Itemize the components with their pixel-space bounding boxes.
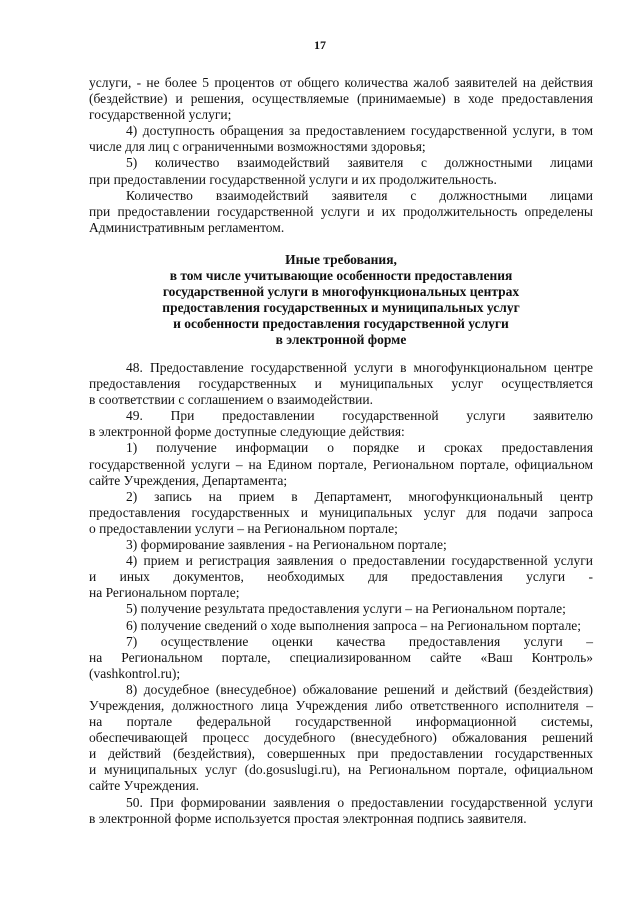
- text-line: и действий (бездействия), совершенных при предоставлении государственных: [89, 746, 593, 762]
- heading-line: государственной услуги в многофункциональных центрах: [162, 284, 520, 300]
- text-line: 5) количество взаимодействий заявителя с должностными лицами: [126, 155, 593, 171]
- text-line: при предоставлении государственной услуги и их продолжительность определены: [89, 203, 593, 219]
- text-line: 4) доступность обращения за предоставлением государственной услуги, в том: [126, 123, 593, 139]
- text-line: обеспечивающей процесс досудебного (внесудебного) обжалования решений: [89, 730, 593, 746]
- text-line: Количество взаимодействий заявителя с должностными лицами: [126, 187, 593, 203]
- section-heading: [89, 252, 593, 349]
- page-number: 17: [314, 38, 326, 52]
- heading-line: в электронной форме: [275, 332, 407, 348]
- text-line: государственной услуги – на Едином портале, Региональном портале, официальном: [89, 456, 593, 472]
- text-line: 4) прием и регистрация заявления о предоставлении государственной услуги: [126, 553, 593, 569]
- heading-line: и особенности предоставления государственной услуги: [173, 316, 509, 332]
- text-line: 50. При формировании заявления о предоставлении государственной услуги: [126, 794, 593, 810]
- text-line: 3) формирование заявления - на Региональном портале;: [126, 537, 447, 553]
- text-line: сайте Учреждения, Департамента;: [89, 472, 288, 488]
- text-line: государственной услуги;: [89, 107, 232, 123]
- text-line: предоставления государственных и муниципальных услуг для подачи запроса: [89, 504, 593, 520]
- text-line: 1) получение информации о порядке и сроках предоставления: [126, 440, 593, 456]
- body-text-block: [89, 360, 593, 827]
- text-line: на портале федеральной государственной информационной системы,: [89, 714, 593, 730]
- text-line: при предоставлении государственной услуги и их продолжительность.: [89, 171, 497, 187]
- heading-line: в том числе учитывающие особенности предоставления: [169, 268, 513, 284]
- heading-line: предоставления государственных и муниципальных услуг: [162, 300, 520, 316]
- text-line: и муниципальных услуг (do.gosuslugi.ru), на Региональном портале, официальном: [89, 762, 593, 778]
- text-line: 6) получение сведений о ходе выполнения запроса – на Региональном портале;: [126, 617, 582, 633]
- text-line: (бездействие) и решения, осуществляемые (принимаемые) в ходе предоставления: [89, 91, 593, 107]
- text-line: Административным регламентом.: [89, 219, 285, 235]
- text-line: в соответствии с соглашением о взаимодействии.: [89, 392, 373, 408]
- text-line: на Региональном портале, специализированном сайте «Ваш Контроль»: [89, 649, 593, 665]
- text-line: 2) запись на прием в Департамент, многофункциональный центр: [126, 488, 593, 504]
- text-line: (vashkontrol.ru);: [89, 665, 181, 681]
- text-line: в электронной форме используется простая электронная подпись заявителя.: [89, 810, 527, 826]
- text-line: о предоставлении услуги – на Региональном портале;: [89, 520, 398, 536]
- text-line: 8) досудебное (внесудебное) обжалование решений и действий (бездействия): [126, 681, 593, 697]
- text-line: предоставления государственных и муниципальных услуг осуществляется: [89, 376, 593, 392]
- text-line: на Региональном портале;: [89, 585, 240, 601]
- text-line: числе для лиц с ограниченными возможностями здоровья;: [89, 139, 426, 155]
- text-line: 7) осуществление оценки качества предоставления услуги –: [126, 633, 593, 649]
- text-line: 49. При предоставлении государственной услуги заявителю: [126, 408, 593, 424]
- top-text-block: [89, 75, 593, 236]
- text-line: и иных документов, необходимых для предоставления услуги -: [89, 569, 593, 585]
- text-line: 5) получение результата предоставления услуги – на Региональном портале;: [126, 601, 566, 617]
- text-line: Учреждения, должностного лица Учреждения либо ответственного исполнителя –: [89, 697, 593, 713]
- text-line: в электронной форме доступные следующие действия:: [89, 424, 405, 440]
- text-line: услуги, - не более 5 процентов от общего количества жалоб заявителей на действия: [89, 75, 593, 90]
- text-line: сайте Учреждения.: [89, 778, 199, 794]
- text-line: 48. Предоставление государственной услуги в многофункциональном центре: [126, 360, 593, 375]
- heading-line: Иные требования,: [285, 252, 397, 267]
